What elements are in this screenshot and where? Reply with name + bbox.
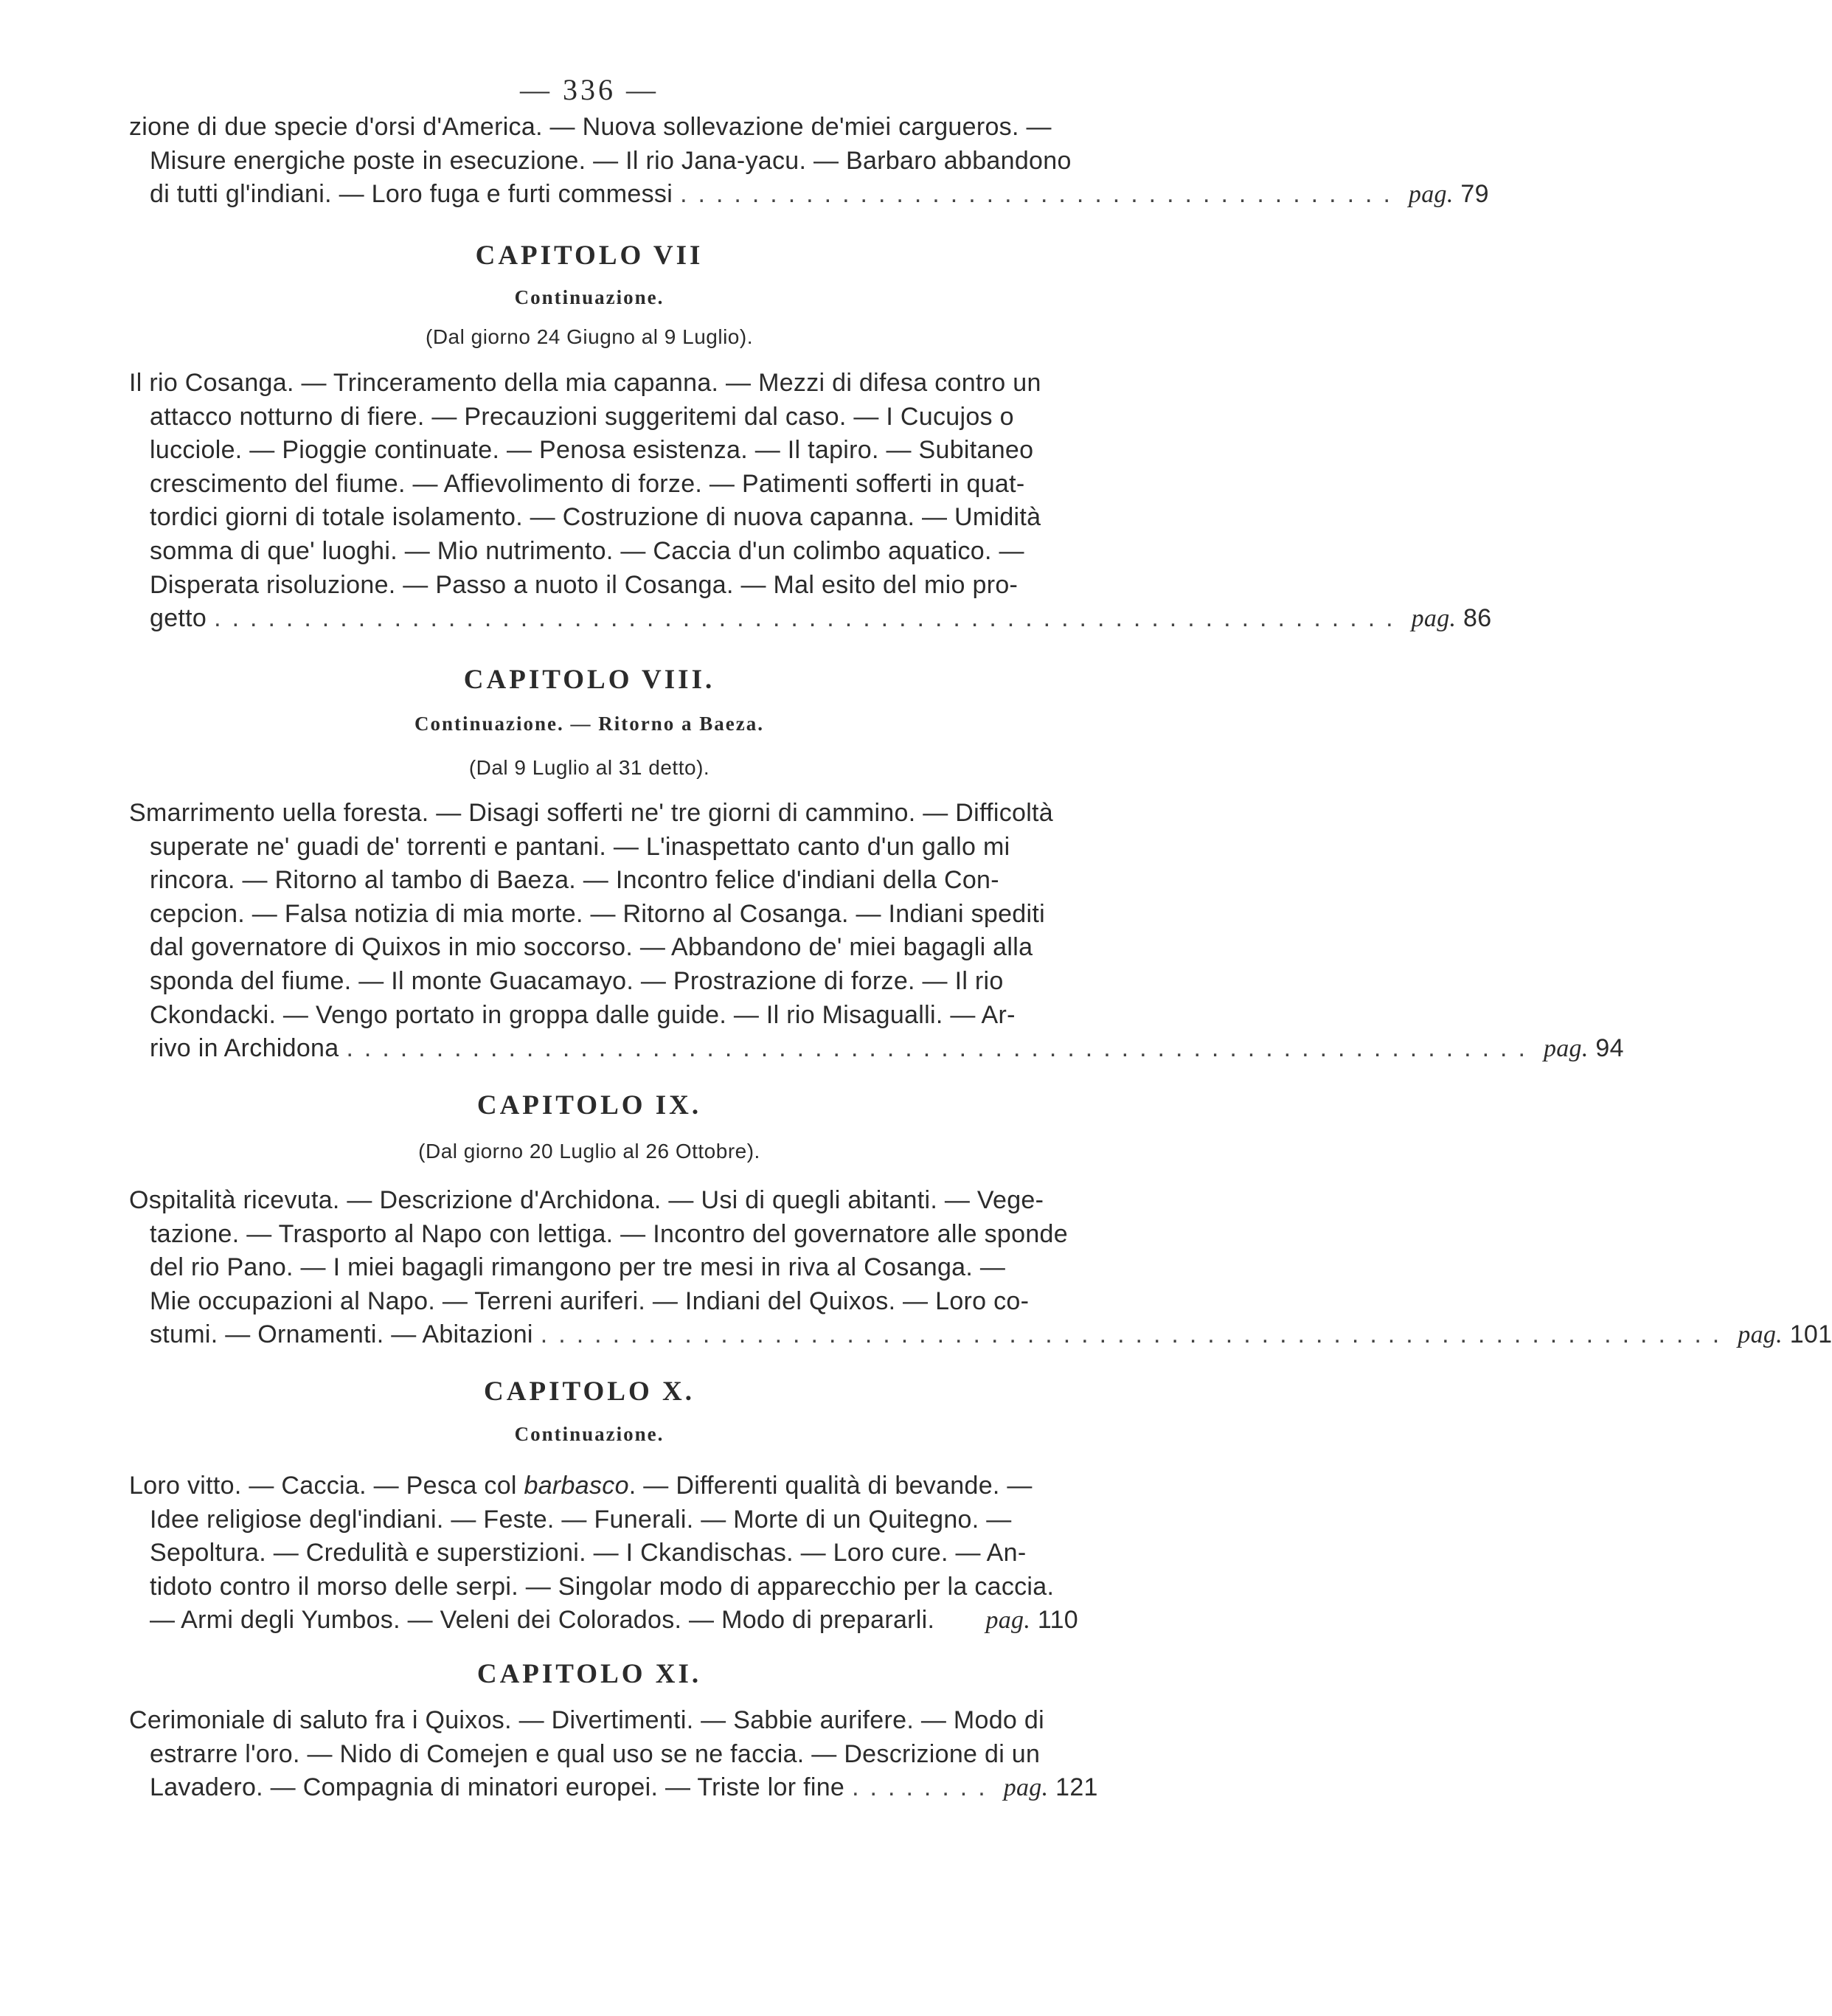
chapter-summary xyxy=(129,797,1624,1066)
page-ref xyxy=(1409,178,1489,212)
toc-entry-end xyxy=(129,1604,1078,1638)
toc-entry-end xyxy=(129,1032,1624,1066)
leader-dots: .................................................................. xyxy=(540,1320,1731,1349)
text-line: Cerimoniale di saluto fra i Quixos. — Divertimenti. — Sabbie aurifere. — Modo di xyxy=(129,1706,1044,1734)
chapter-subtitle: Continuazione. xyxy=(514,1423,665,1445)
text-line: stumi. — Ornamenti. — Abitazioni xyxy=(150,1320,533,1349)
page-value: 94 xyxy=(1595,1034,1624,1063)
text-line: Misure energiche poste in esecuzione. — Il rio Jana-yacu. — Barbaro abbandono xyxy=(150,146,1072,175)
text-line: lucciole. — Pioggie continuate. — Penosa esistenza. — Il tapiro. — Subitaneo xyxy=(150,436,1034,465)
chapter-summary xyxy=(129,1184,1832,1352)
text-line: tordici giorni di totale isolamento. — Costruzione di nuova capanna. — Umidità xyxy=(150,503,1041,532)
text-line: zione di due specie d'orsi d'America. — Nuova sollevazione de'miei cargueros. — xyxy=(129,113,1052,141)
toc-entry-end xyxy=(129,602,1492,636)
chapter-dates: (Dal 9 Luglio al 31 detto). xyxy=(468,756,710,779)
page-label: pag. xyxy=(1738,1321,1783,1349)
text-line: Mie occupazioni al Napo. — Terreni auriferi. — Indiani del Quixos. — Loro co- xyxy=(150,1286,1030,1315)
text-line: tazione. — Trasporto al Napo con lettiga. — Incontro del governatore alle sponde xyxy=(150,1219,1068,1248)
text-line: Il rio Cosanga. — Trinceramento della mia capanna. — Mezzi di difesa contro un xyxy=(129,369,1041,397)
page-value: 79 xyxy=(1460,180,1489,209)
chapter-dates: (Dal giorno 20 Luglio al 26 Ottobre). xyxy=(418,1140,760,1163)
text-line: — Armi degli Yumbos. — Veleni dei Colorados. — Modo di prepararli. xyxy=(150,1606,935,1635)
chapter-heading: CAPITOLO XI. xyxy=(476,1659,702,1689)
text-line: tidoto contro il morso delle serpi. — Singolar modo di apparecchio per la caccia. xyxy=(150,1572,1055,1601)
page-label: pag. xyxy=(1003,1774,1049,1802)
text-line: Lavadero. — Compagnia di minatori europei. — Triste lor fine xyxy=(150,1773,845,1802)
text-line: Sepoltura. — Credulità e superstizioni. — I Ckandischas. — Loro cure. — An- xyxy=(150,1539,1027,1568)
text-line: rivo in Archidona xyxy=(150,1034,339,1063)
chapter-heading: CAPITOLO IX. xyxy=(476,1090,702,1120)
page-ref xyxy=(1004,1771,1098,1805)
page-value: 110 xyxy=(1037,1606,1078,1635)
chapter-dates: (Dal giorno 24 Giugno al 9 Luglio). xyxy=(426,325,753,348)
text-line: Loro vitto. — Caccia. — Pesca col barbasco. — Differenti qualità di bevande. — xyxy=(129,1472,1033,1500)
page-number: — 336 — xyxy=(520,73,659,106)
text-line: rincora. — Ritorno al tambo di Baeza. — Incontro felice d'indiani della Con- xyxy=(150,866,999,895)
chapter-summary xyxy=(129,1469,1078,1638)
text-line: Disperata risoluzione. — Passo a nuoto il Cosanga. — Mal esito del mio pro- xyxy=(150,570,1019,599)
text-line: Smarrimento uella foresta. — Disagi sofferti ne' tre giorni di cammino. — Difficoltà xyxy=(129,799,1054,827)
text-line: di tutti gl'indiani. — Loro fuga e furti commessi xyxy=(150,180,673,209)
text-line: crescimento del fiume. — Affievolimento di forze. — Patimenti sofferti in quat- xyxy=(150,469,1025,498)
text-line: del rio Pano. — I miei bagagli rimangono per tre mesi in riva al Cosanga. — xyxy=(150,1253,1006,1282)
page-label: pag. xyxy=(1408,181,1454,209)
chapter-summary xyxy=(129,1704,1098,1805)
chapter-heading: CAPITOLO VII xyxy=(475,240,704,271)
page-ref xyxy=(1412,602,1492,636)
text-line: sponda del fiume. — Il monte Guacamayo. — Prostrazione di forze. — Il rio xyxy=(150,966,1004,995)
page-label: pag. xyxy=(1543,1035,1589,1063)
toc-entry-end xyxy=(129,178,1489,212)
text-line: cepcion. — Falsa notizia di mia morte. — Ritorno al Cosanga. — Indiani spediti xyxy=(150,899,1045,928)
text-line: estrarre l'oro. — Nido di Comejen e qual uso se ne faccia. — Descrizione di un xyxy=(150,1739,1041,1768)
page-value: 101 xyxy=(1789,1320,1832,1349)
text-line: attacco notturno di fiere. — Precauzioni suggeritemi dal caso. — I Cucujos o xyxy=(150,402,1014,431)
page-label: pag. xyxy=(1411,605,1457,633)
chapter-subtitle: Continuazione. xyxy=(514,286,665,308)
text-line: Ckondacki. — Vengo portato in groppa dalle guide. — Il rio Misagualli. — Ar- xyxy=(150,1000,1016,1029)
italic-term: barbasco xyxy=(524,1472,629,1500)
toc-entry-end xyxy=(129,1318,1832,1352)
text-line: Idee religiose degl'indiani. — Feste. — Funerali. — Morte di un Quitegno. — xyxy=(150,1505,1012,1534)
leader-dots: ........ xyxy=(852,1773,996,1802)
text-line: somma di que' luoghi. — Mio nutrimento. — Caccia d'un colimbo aquatico. — xyxy=(150,536,1024,565)
page-value: 86 xyxy=(1463,604,1492,633)
text-line: Ospitalità ricevuta. — Descrizione d'Archidona. — Usi di quegli abitanti. — Vege- xyxy=(129,1186,1044,1214)
page-label: pag. xyxy=(985,1607,1031,1635)
intro-paragraph xyxy=(129,111,1489,212)
page-value: 121 xyxy=(1055,1773,1098,1802)
text-line: superate ne' guadi de' torrenti e pantani. — L'inaspettato canto d'un gallo mi xyxy=(150,832,1010,861)
leader-dots: ........................................ xyxy=(680,180,1401,209)
leader-dots: .................................................................. xyxy=(346,1034,1536,1063)
leader-dots: .................................................................. xyxy=(214,604,1404,633)
chapter-heading: CAPITOLO X. xyxy=(484,1376,695,1407)
toc-entry-end xyxy=(129,1771,1098,1805)
chapter-subtitle: Continuazione. — Ritorno a Baeza. xyxy=(414,713,764,735)
chapter-heading: CAPITOLO VIII. xyxy=(463,665,715,695)
page-ref xyxy=(985,1604,1078,1638)
page-ref xyxy=(1544,1032,1624,1066)
page-ref xyxy=(1738,1318,1832,1352)
chapter-summary xyxy=(129,367,1492,636)
text-line: getto xyxy=(150,604,207,633)
text-line: dal governatore di Quixos in mio soccorso. — Abbandono de' miei bagagli alla xyxy=(150,933,1033,962)
